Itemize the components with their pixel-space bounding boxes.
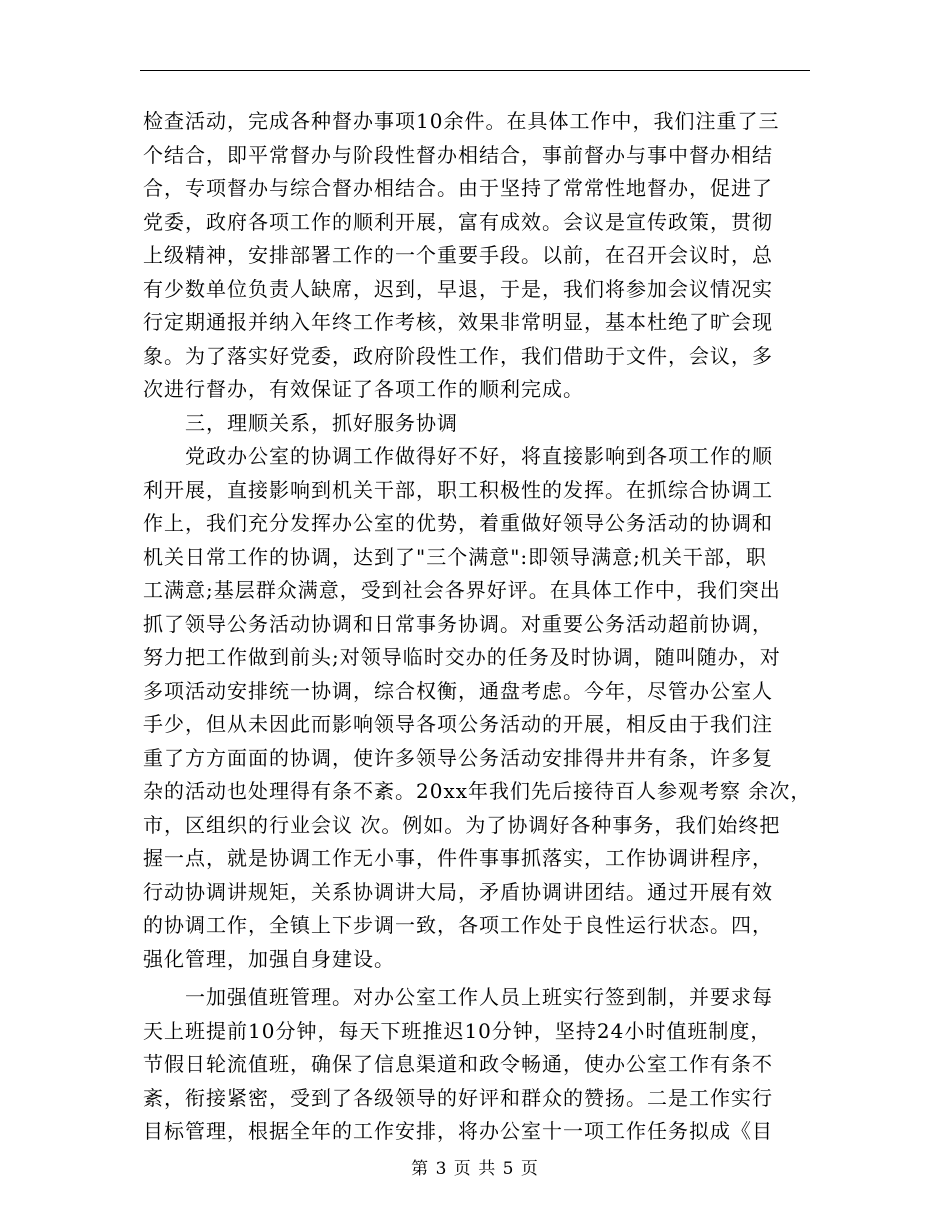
- section-heading: 三，理顺关系，抓好服务协调: [143, 410, 458, 435]
- text-line: 抓了领导公务活动协调和日常事务协调。对重要公务活动超前协调，: [143, 611, 773, 636]
- text-line: 合，专项督办与综合督办相结合。由于坚持了常常性地督办，促进了: [143, 176, 773, 200]
- text-line: 作上，我们充分发挥办公室的优势，着重做好领导公务活动的协调和: [143, 511, 773, 535]
- text-line: 天上班提前10分钟，每天下班推迟10分钟，坚持24小时值班制度，: [143, 1018, 772, 1043]
- text-line: 努力把工作做到前头;对领导临时交办的任务及时协调，随叫随办，对: [143, 645, 781, 669]
- text-line: 市，区组织的行业会议 次。例如。为了协调好各种事务，我们始终把: [143, 812, 781, 837]
- text-line: 行定期通报并纳入年终工作考核，效果非常明显，基本杜绝了旷会现: [143, 310, 773, 334]
- text-line: 上级精神，安排部署工作的一个重要手段。以前，在召开会议时，总: [143, 243, 773, 267]
- text-line: 党政办公室的协调工作做得好不好，将直接影响到各项工作的顺: [143, 444, 773, 468]
- document-body: [143, 105, 823, 1149]
- text-line: 强化管理，加强自身建设。: [143, 946, 395, 971]
- text-line: 象。为了落实好党委，政府阶段性工作，我们借助于文件，会议，多: [143, 343, 773, 368]
- text-line: 次进行督办，有效保证了各项工作的顺利完成。: [143, 377, 584, 401]
- text-line: 行动协调讲规矩，关系协调讲大局，矛盾协调讲团结。通过开展有效: [143, 879, 773, 904]
- text-line: 检查活动，完成各种督办事项10余件。在具体工作中，我们注重了三: [143, 109, 780, 133]
- text-line: 有少数单位负责人缺席，迟到，早退，于是，我们将参加会议情况实: [143, 276, 773, 301]
- text-line: 握一点，就是协调工作无小事，件件事事抓落实，工作协调讲程序，: [143, 846, 773, 870]
- text-line: 机关日常工作的协调，达到了"三个满意":即领导满意;机关干部，职: [143, 544, 767, 569]
- text-line: 紊，衔接紧密，受到了各级领导的好评和群众的赞扬。二是工作实行: [143, 1085, 773, 1110]
- text-line: 重了方方面面的协调，使许多领导公务活动安排得井井有条，许多复: [143, 745, 773, 770]
- text-line: 的协调工作，全镇上下步调一致，各项工作处于良性运行状态。四，: [143, 913, 773, 937]
- text-line: 目标管理，根据全年的工作安排，将办公室十一项工作任务拟成《目: [143, 1119, 773, 1143]
- text-line: 工满意;基层群众满意，受到社会各界好评。在具体工作中，我们突出: [143, 578, 781, 602]
- page-number-footer: 第 3 页 共 5 页: [411, 1159, 539, 1179]
- text-line: 多项活动安排统一协调，综合权衡，通盘考虑。今年，尽管办公室人: [143, 678, 773, 703]
- text-line: 党委，政府各项工作的顺利开展，富有成效。会议是宣传政策，贯彻: [143, 209, 773, 234]
- text-line: 一加强值班管理。对办公室工作人员上班实行签到制，并要求每: [143, 985, 773, 1009]
- text-line: 利开展，直接影响到机关干部，职工积极性的发挥。在抓综合协调工: [143, 477, 773, 502]
- text-line: 手少，但从未因此而影响领导各项公务活动的开展，相反由于我们注: [143, 712, 773, 736]
- text-line: 个结合，即平常督办与阶段性督办相结合，事前督办与事中督办相结: [143, 142, 773, 167]
- header-rule: [140, 70, 810, 71]
- text-line: 节假日轮流值班，确保了信息渠道和政令畅通，使办公室工作有条不: [143, 1052, 773, 1076]
- text-line: 杂的活动也处理得有条不紊。20xx年我们先后接待百人参观考察 余次，: [143, 779, 812, 803]
